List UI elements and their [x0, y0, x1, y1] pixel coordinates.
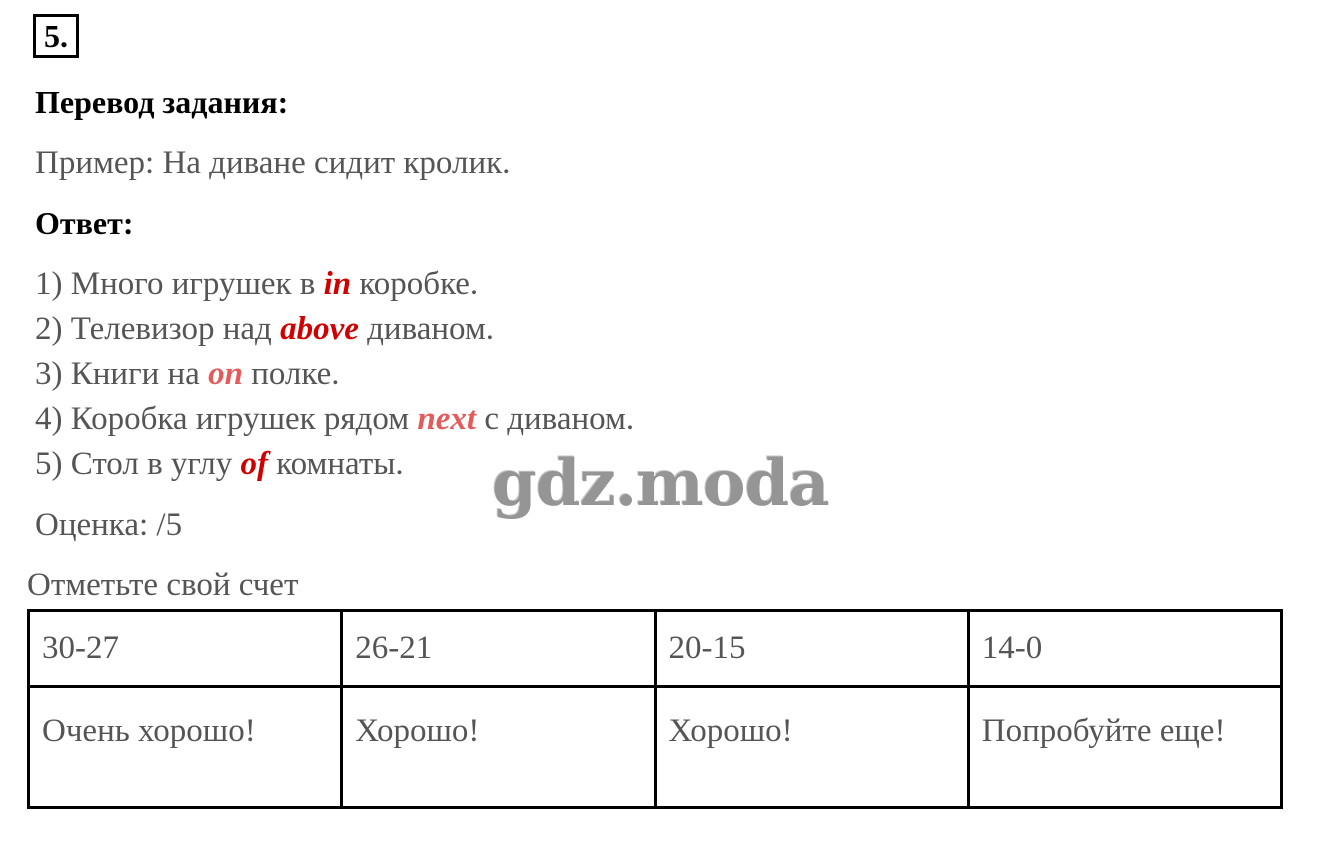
- translation-heading: Перевод задания:: [35, 84, 289, 120]
- answer-heading: Ответ:: [35, 205, 134, 241]
- answer-word: in: [323, 266, 352, 302]
- grade-text: Оценка: /5: [35, 507, 183, 543]
- answer-line-text: 3) Книги на: [35, 356, 209, 392]
- answer-word: next: [417, 401, 477, 437]
- answer-line-text: с диваном.: [476, 401, 635, 437]
- score-caption: Отметьте свой счет: [27, 567, 299, 603]
- score-grade-cell: Хорошо!: [655, 687, 968, 808]
- answer-line-text: 5) Стол в углу: [35, 446, 241, 482]
- answer-word: above: [280, 311, 359, 347]
- score-grade-cell: Очень хорошо!: [29, 687, 342, 808]
- answer-line-text: комнаты.: [268, 446, 404, 482]
- answer-word: of: [240, 446, 268, 482]
- score-grade-cell: Хорошо!: [342, 687, 655, 808]
- score-range-row: [29, 611, 1282, 687]
- score-range-cell: 20-15: [655, 611, 968, 687]
- score-range-cell: 14-0: [968, 611, 1281, 687]
- answer-line-5: [35, 446, 404, 483]
- score-range-cell: 30-27: [29, 611, 342, 687]
- answer-word: on: [208, 356, 243, 392]
- watermark-logo: gdz.moda: [492, 446, 829, 521]
- answer-line-2: [35, 311, 494, 348]
- task-number: 5.: [44, 17, 68, 54]
- answer-line-1: [35, 266, 478, 303]
- score-grade-cell: Попробуйте еще!: [968, 687, 1281, 808]
- answer-line-text: 1) Много игрушек в: [35, 266, 324, 302]
- score-range-cell: 26-21: [342, 611, 655, 687]
- answer-line-text: полке.: [242, 356, 340, 392]
- answer-line-text: коробке.: [351, 266, 479, 302]
- example-text: Пример: На диване сидит кролик.: [35, 145, 511, 181]
- answer-line-text: диваном.: [358, 311, 495, 347]
- answer-line-text: 2) Телевизор над: [35, 311, 281, 347]
- score-table: [27, 609, 1283, 809]
- answer-line-3: [35, 356, 340, 393]
- answer-line-text: 4) Коробка игрушек рядом: [35, 401, 418, 437]
- score-grade-row: [29, 687, 1282, 808]
- task-number-box: [33, 14, 79, 58]
- answer-line-4: [35, 401, 634, 438]
